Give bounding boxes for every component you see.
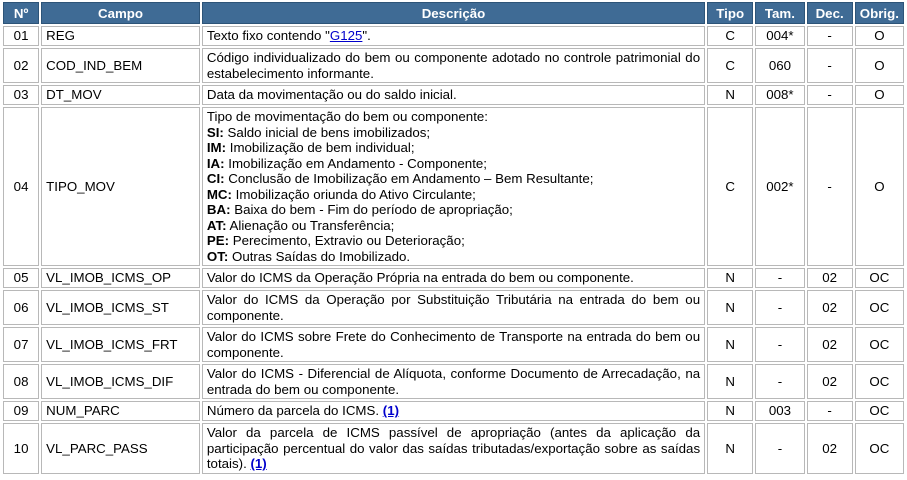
- row-num: 09: [3, 401, 39, 421]
- row-dec: -: [807, 26, 853, 46]
- option-item: OT: Outras Saídas do Imobilizado.: [206, 248, 411, 264]
- table-row: [3, 107, 904, 266]
- row-obrig: OC: [855, 268, 904, 288]
- row-num: 08: [3, 364, 39, 399]
- row-campo: VL_PARC_PASS: [41, 423, 200, 474]
- register-table: [1, 0, 906, 476]
- row-descricao: Valor do ICMS da Operação Própria na entrada do bem ou componente.: [202, 268, 705, 288]
- row-obrig: OC: [855, 401, 904, 421]
- row-descricao: [202, 107, 705, 266]
- row-obrig: O: [855, 107, 904, 266]
- row-descricao: [202, 423, 705, 474]
- row-tam: 002*: [755, 107, 804, 266]
- row-tipo: N: [707, 268, 753, 288]
- row-tam: 008*: [755, 85, 804, 105]
- row-tam: -: [755, 290, 804, 325]
- row-dec: 02: [807, 423, 853, 474]
- row-dec: 02: [807, 327, 853, 362]
- table-row: [3, 26, 904, 46]
- footnote-link[interactable]: (1): [250, 456, 267, 472]
- desc-text: Número da parcela do ICMS.: [206, 403, 383, 419]
- row-campo: NUM_PARC: [41, 401, 200, 421]
- row-tipo: N: [707, 364, 753, 399]
- row-dec: -: [807, 401, 853, 421]
- row-dec: 02: [807, 364, 853, 399]
- row-descricao: Valor do ICMS - Diferencial de Alíquota, conforme Documento de Arrecadação, na entrada do bem ou componente.: [202, 364, 705, 399]
- row-num: 03: [3, 85, 39, 105]
- row-tipo: N: [707, 327, 753, 362]
- row-obrig: O: [855, 48, 904, 83]
- desc-text: Texto fixo contendo ": [206, 28, 330, 44]
- row-num: 05: [3, 268, 39, 288]
- table-row: [3, 423, 904, 474]
- option-item: BA: Baixa do bem - Fim do período de apropriação;: [206, 202, 513, 217]
- row-dec: 02: [807, 268, 853, 288]
- option-item: IA: Imobilização em Andamento - Componente;: [206, 155, 487, 171]
- row-obrig: O: [855, 85, 904, 105]
- row-tam: 003: [755, 401, 804, 421]
- row-dec: -: [807, 48, 853, 83]
- row-num: 07: [3, 327, 39, 362]
- row-tam: -: [755, 364, 804, 399]
- row-campo: VL_IMOB_ICMS_FRT: [41, 327, 200, 362]
- option-item: SI: Saldo inicial de bens imobilizados;: [206, 124, 431, 140]
- header-tipo: Tipo: [707, 2, 753, 24]
- option-item: CI: Conclusão de Imobilização em Andamento – Bem Resultante;: [206, 171, 594, 186]
- footnote-link[interactable]: (1): [382, 403, 400, 419]
- table-row: [3, 48, 904, 83]
- row-tipo: N: [707, 401, 753, 421]
- row-tam: 060: [755, 48, 804, 83]
- header-num: Nº: [3, 2, 39, 24]
- row-campo: COD_IND_BEM: [41, 48, 200, 83]
- row-obrig: OC: [855, 423, 904, 474]
- row-campo: VL_IMOB_ICMS_ST: [41, 290, 200, 325]
- desc-intro: Tipo de movimentação do bem ou componente:: [206, 109, 488, 124]
- row-num: 04: [3, 107, 39, 266]
- row-campo: VL_IMOB_ICMS_OP: [41, 268, 200, 288]
- row-num: 01: [3, 26, 39, 46]
- row-descricao: Data da movimentação ou do saldo inicial.: [202, 85, 705, 105]
- row-num: 10: [3, 423, 39, 474]
- row-tam: -: [755, 327, 804, 362]
- row-descricao: Valor do ICMS sobre Frete do Conhecimento de Transporte na entrada do bem ou componente.: [202, 327, 705, 362]
- row-tipo: N: [707, 423, 753, 474]
- row-tam: -: [755, 423, 804, 474]
- row-tipo: N: [707, 290, 753, 325]
- table-row: [3, 401, 904, 421]
- header-row: [3, 2, 904, 24]
- row-obrig: OC: [855, 364, 904, 399]
- row-descricao: Valor do ICMS da Operação por Substituição Tributária na entrada do bem ou componente.: [202, 290, 705, 325]
- row-campo: DT_MOV: [41, 85, 200, 105]
- desc-text: ".: [362, 28, 371, 44]
- header-obrig: Obrig.: [855, 2, 904, 24]
- row-dec: -: [807, 85, 853, 105]
- row-dec: 02: [807, 290, 853, 325]
- header-dec: Dec.: [807, 2, 853, 24]
- option-item: AT: Alienação ou Transferência;: [206, 217, 395, 233]
- header-descricao: Descrição: [202, 2, 705, 24]
- row-descricao: Código individualizado do bem ou componente adotado no controle patrimonial do estabelecimento informante.: [202, 48, 705, 83]
- row-tipo: C: [707, 107, 753, 266]
- desc-text: Valor da parcela de ICMS passível de apropriação (antes da aplicação da participação percentual do valor das saídas tributadas/exportação sobre as saídas totais).: [206, 425, 701, 472]
- row-tipo: N: [707, 85, 753, 105]
- row-num: 02: [3, 48, 39, 83]
- register-link[interactable]: G125: [329, 28, 363, 44]
- row-descricao: [202, 26, 705, 46]
- option-item: PE: Perecimento, Extravio ou Deterioração;: [206, 233, 465, 248]
- row-tam: 004*: [755, 26, 804, 46]
- row-tipo: C: [707, 26, 753, 46]
- table-row: [3, 364, 904, 399]
- table-row: [3, 85, 904, 105]
- row-campo: REG: [41, 26, 200, 46]
- header-campo: Campo: [41, 2, 200, 24]
- row-campo: TIPO_MOV: [41, 107, 200, 266]
- header-tam: Tam.: [755, 2, 804, 24]
- table-row: [3, 327, 904, 362]
- row-obrig: OC: [855, 290, 904, 325]
- option-item: IM: Imobilização de bem individual;: [206, 140, 415, 155]
- row-descricao: [202, 401, 705, 421]
- option-item: MC: Imobilização oriunda do Ativo Circulante;: [206, 186, 476, 202]
- row-obrig: O: [855, 26, 904, 46]
- table-row: [3, 290, 904, 325]
- row-num: 06: [3, 290, 39, 325]
- row-tam: -: [755, 268, 804, 288]
- row-dec: -: [807, 107, 853, 266]
- row-campo: VL_IMOB_ICMS_DIF: [41, 364, 200, 399]
- row-tipo: C: [707, 48, 753, 83]
- table-row: [3, 268, 904, 288]
- row-obrig: OC: [855, 327, 904, 362]
